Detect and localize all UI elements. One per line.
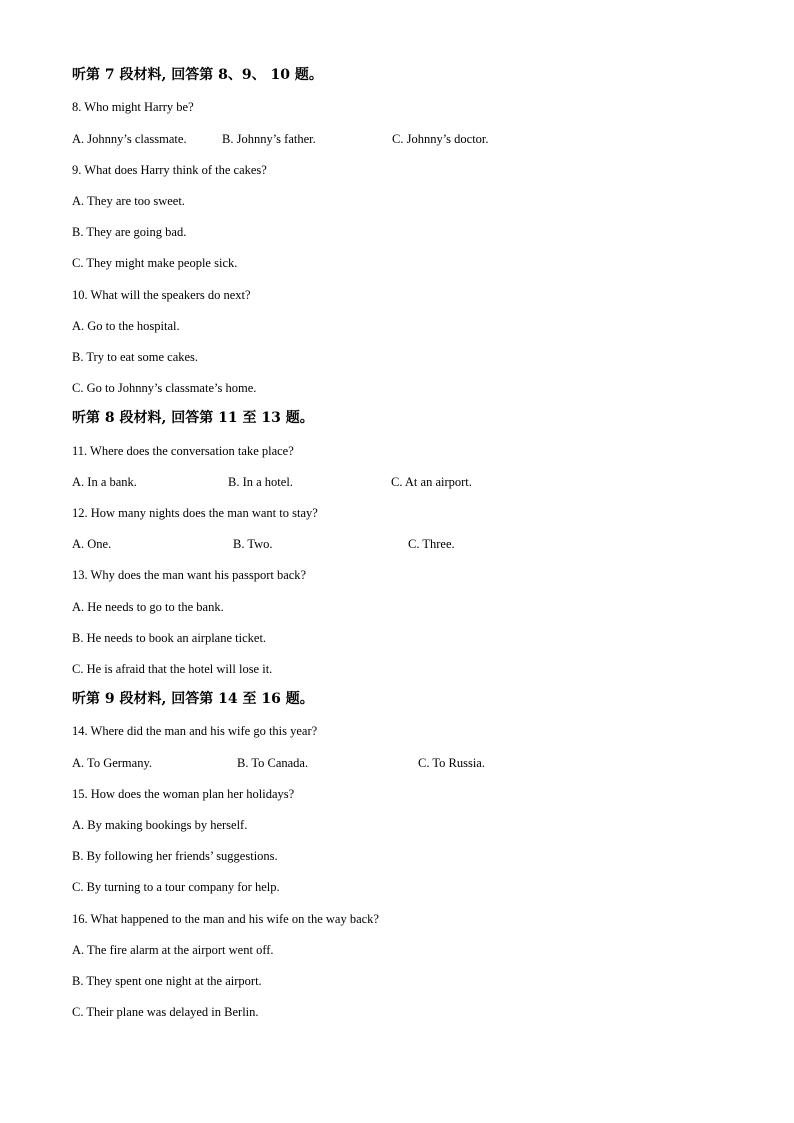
option-c[interactable]: C. Their plane was delayed in Berlin. — [72, 1005, 259, 1019]
option-b[interactable]: B. They spent one night at the airport. — [72, 974, 262, 988]
option-b[interactable]: B. Johnny’s father. — [222, 132, 316, 146]
option-a[interactable]: A. They are too sweet. — [72, 194, 185, 208]
option-b[interactable]: B. He needs to book an airplane ticket. — [72, 631, 267, 645]
option-b[interactable]: B. They are going bad. — [72, 225, 187, 239]
question-text: 16. What happened to the man and his wife on the way back? — [72, 912, 379, 926]
option-a[interactable]: A. Johnny’s classmate. — [72, 132, 187, 146]
question-text: 10. What will the speakers do next? — [72, 288, 251, 302]
section-heading: 听第 9 段材料, 回答第 14 至 16 题。 — [72, 691, 314, 707]
option-c[interactable]: C. At an airport. — [391, 475, 472, 489]
section-heading: 听第 8 段材料, 回答第 11 至 13 题。 — [72, 410, 314, 426]
option-c[interactable]: C. They might make people sick. — [72, 256, 238, 270]
option-a[interactable]: A. By making bookings by herself. — [72, 818, 248, 832]
question-text: 13. Why does the man want his passport back? — [72, 568, 307, 582]
option-a[interactable]: A. The fire alarm at the airport went off. — [72, 943, 274, 957]
option-b[interactable]: B. Try to eat some cakes. — [72, 350, 199, 364]
option-b[interactable]: B. In a hotel. — [228, 475, 293, 489]
option-a[interactable]: A. In a bank. — [72, 475, 137, 489]
option-a[interactable]: A. To Germany. — [72, 756, 153, 770]
option-a[interactable]: A. He needs to go to the bank. — [72, 600, 224, 614]
question-text: 12. How many nights does the man want to stay? — [72, 506, 318, 520]
question-text: 11. Where does the conversation take place? — [72, 444, 294, 458]
option-c[interactable]: C. To Russia. — [418, 756, 485, 770]
question-text: 15. How does the woman plan her holidays? — [72, 787, 295, 801]
option-b[interactable]: B. To Canada. — [237, 756, 309, 770]
option-c[interactable]: C. By turning to a tour company for help. — [72, 880, 280, 894]
option-c[interactable]: C. Johnny’s doctor. — [392, 132, 489, 146]
option-c[interactable]: C. Three. — [408, 537, 455, 551]
option-a[interactable]: A. Go to the hospital. — [72, 319, 180, 333]
option-b[interactable]: B. By following her friends’ suggestions. — [72, 849, 278, 863]
question-text: 14. Where did the man and his wife go this year? — [72, 724, 318, 738]
question-text: 8. Who might Harry be? — [72, 100, 194, 114]
option-c[interactable]: C. Go to Johnny’s classmate’s home. — [72, 381, 257, 395]
option-b[interactable]: B. Two. — [233, 537, 273, 551]
section-heading: 听第 7 段材料, 回答第 8、9、 10 题。 — [72, 67, 323, 83]
option-c[interactable]: C. He is afraid that the hotel will lose it. — [72, 662, 273, 676]
question-text: 9. What does Harry think of the cakes? — [72, 163, 267, 177]
option-a[interactable]: A. One. — [72, 537, 112, 551]
